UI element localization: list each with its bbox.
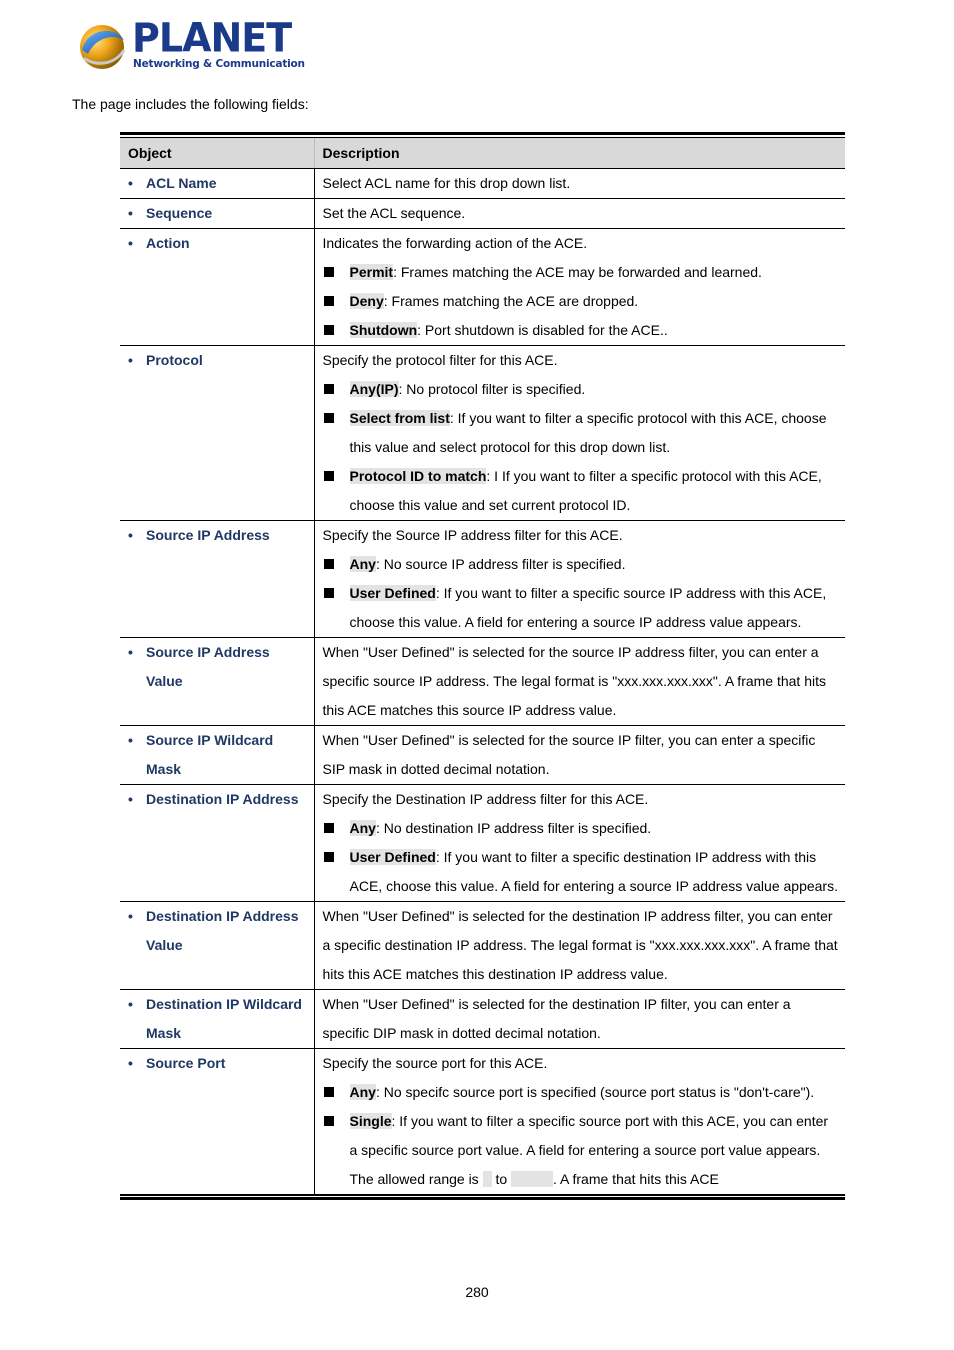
description-cell xyxy=(314,521,845,638)
bullet-icon: • xyxy=(128,644,133,660)
object-label: Sequence xyxy=(146,205,213,221)
option-text xyxy=(350,1107,840,1194)
square-bullet-icon xyxy=(323,375,350,404)
square-bullet-icon xyxy=(323,1078,350,1107)
description-text: Specify the protocol filter for this ACE. xyxy=(322,352,558,368)
description-text: Specify the Source IP address filter for this ACE. xyxy=(322,527,623,543)
description-cell xyxy=(314,229,845,346)
description-text: Select ACL name for this drop down list. xyxy=(322,175,571,191)
table-row xyxy=(120,902,845,990)
option-keyword: Any(IP) xyxy=(349,381,399,397)
option-item xyxy=(323,316,840,345)
object-cell xyxy=(120,902,314,990)
option-item xyxy=(323,550,840,579)
option-item xyxy=(323,1107,840,1194)
option-text xyxy=(350,287,639,316)
intro-text: The page includes the following fields: xyxy=(72,96,309,112)
option-text xyxy=(350,375,586,404)
option-keyword: Permit xyxy=(349,264,394,280)
bullet-icon: • xyxy=(128,235,133,251)
description-cell xyxy=(314,638,845,726)
option-text xyxy=(350,462,840,520)
description-cell xyxy=(314,169,845,199)
logo-tagline: Networking & Communication xyxy=(133,58,305,70)
option-item xyxy=(323,404,840,462)
bullet-icon: • xyxy=(128,996,133,1012)
object-name xyxy=(128,638,308,696)
square-bullet-icon xyxy=(323,579,350,637)
option-item xyxy=(323,843,840,901)
globe-icon xyxy=(76,20,128,72)
object-cell xyxy=(120,346,314,521)
header-description: Description xyxy=(314,138,845,169)
object-name xyxy=(128,229,308,258)
table-bottom-rule xyxy=(120,1197,845,1200)
table-row xyxy=(120,169,845,199)
description-cell xyxy=(314,726,845,785)
option-text xyxy=(350,404,840,462)
object-name xyxy=(128,169,308,198)
range-separator: to xyxy=(491,1171,512,1187)
object-name xyxy=(128,726,308,784)
object-label: Destination IP Address xyxy=(146,791,299,807)
description-text: When "User Defined" is selected for the source IP filter, you can enter a specific SIP mask in dotted decimal notation. xyxy=(322,732,816,777)
option-keyword: Shutdown xyxy=(349,322,418,338)
table-row xyxy=(120,990,845,1049)
option-description: : If you want to filter a specific protocol with this ACE, choose this value and select protocol for this drop down list. xyxy=(349,410,827,455)
bullet-icon: • xyxy=(128,175,133,191)
square-bullet-icon xyxy=(323,258,350,287)
range-min-blank xyxy=(483,1171,492,1187)
description-cell xyxy=(314,346,845,521)
square-bullet-icon xyxy=(323,404,350,462)
object-name xyxy=(128,346,308,375)
table-row xyxy=(120,726,845,785)
option-text xyxy=(350,316,668,345)
square-bullet-icon xyxy=(323,462,350,520)
object-name xyxy=(128,785,308,814)
square-bullet-icon xyxy=(323,316,350,345)
option-description: : If you want to filter a specific destination IP address with this ACE, choose this value. A field for entering a source IP address value appears. xyxy=(349,849,838,894)
object-label: Action xyxy=(146,235,190,251)
table-row xyxy=(120,638,845,726)
range-max-blank xyxy=(511,1171,553,1187)
description-cell xyxy=(314,902,845,990)
option-item xyxy=(323,462,840,520)
table-header-row xyxy=(120,138,845,169)
bullet-icon: • xyxy=(128,205,133,221)
option-keyword: Any xyxy=(349,1084,376,1100)
object-cell xyxy=(120,229,314,346)
option-text xyxy=(350,579,840,637)
option-item xyxy=(323,1078,840,1107)
bullet-icon: • xyxy=(128,527,133,543)
option-description: : No protocol filter is specified. xyxy=(398,381,586,397)
option-description: : If you want to filter a specific source IP address with this ACE, choose this value. A field for entering a source IP address value appears. xyxy=(349,585,827,630)
object-name xyxy=(128,521,308,550)
object-name xyxy=(128,1049,308,1078)
option-keyword: Deny xyxy=(349,293,384,309)
object-cell xyxy=(120,199,314,229)
option-description: : If you want to filter a specific source port with this ACE, you can enter a specific source port value. A field for entering a source port value appears. The allowed range is xyxy=(349,1113,829,1187)
option-keyword: Any xyxy=(349,820,376,836)
object-label: Destination IP Wildcard Mask xyxy=(146,996,302,1041)
description-cell xyxy=(314,785,845,902)
table-row xyxy=(120,346,845,521)
table-bottom-rule-thin xyxy=(120,1195,845,1196)
description-text: Indicates the forwarding action of the ACE. xyxy=(322,235,588,251)
range-tail-text: . A frame that hits this ACE xyxy=(553,1171,719,1187)
planet-logo xyxy=(76,14,305,74)
option-item xyxy=(323,579,840,637)
option-item xyxy=(323,814,840,843)
object-name xyxy=(128,199,308,228)
description-text: Set the ACL sequence. xyxy=(322,205,466,221)
description-cell xyxy=(314,199,845,229)
option-keyword: User Defined xyxy=(349,585,436,601)
square-bullet-icon xyxy=(323,843,350,901)
option-text xyxy=(350,258,762,287)
table-row xyxy=(120,521,845,638)
option-keyword: User Defined xyxy=(349,849,436,865)
option-description: : Port shutdown is disabled for the ACE.. xyxy=(417,322,668,338)
table-row xyxy=(120,1049,845,1195)
description-text: When "User Defined" is selected for the source IP address filter, you can enter a specific source IP address. The legal format is "xxx.xxx.xxx.xxx". A frame that hits this ACE matches this source IP address value. xyxy=(322,644,827,718)
object-cell xyxy=(120,785,314,902)
option-text xyxy=(350,550,626,579)
table-row xyxy=(120,785,845,902)
object-label: Source IP Address xyxy=(146,527,270,543)
option-keyword: Any xyxy=(349,556,376,572)
option-item xyxy=(323,375,840,404)
fields-table xyxy=(120,132,845,1200)
option-text xyxy=(350,814,652,843)
option-text xyxy=(350,843,840,901)
description-text: When "User Defined" is selected for the destination IP address filter, you can enter a specific destination IP address. The legal format is "xxx.xxx.xxx.xxx". A frame that hits this ACE matches this destination IP address value. xyxy=(322,908,838,982)
bullet-icon: • xyxy=(128,352,133,368)
description-text: Specify the Destination IP address filter for this ACE. xyxy=(322,791,649,807)
object-cell xyxy=(120,638,314,726)
option-description: : Frames matching the ACE may be forwarded and learned. xyxy=(393,264,762,280)
object-label: Source Port xyxy=(146,1055,226,1071)
description-text: Specify the source port for this ACE. xyxy=(322,1055,548,1071)
description-text: When "User Defined" is selected for the destination IP filter, you can enter a specific DIP mask in dotted decimal notation. xyxy=(322,996,791,1041)
option-keyword: Single xyxy=(349,1113,392,1129)
option-keyword: Protocol ID to match xyxy=(349,468,487,484)
object-label: ACL Name xyxy=(146,175,217,191)
object-cell xyxy=(120,726,314,785)
bullet-icon: • xyxy=(128,791,133,807)
logo-wordmark: PLANET xyxy=(132,14,292,62)
square-bullet-icon xyxy=(323,287,350,316)
header-object: Object xyxy=(120,138,314,169)
option-description: : No source IP address filter is specified. xyxy=(375,556,626,572)
object-name xyxy=(128,902,308,960)
object-label: Source IP Address Value xyxy=(146,644,270,689)
object-cell xyxy=(120,1049,314,1195)
bullet-icon: • xyxy=(128,732,133,748)
page-number: 280 xyxy=(465,1284,489,1300)
object-label: Destination IP Address Value xyxy=(146,908,299,953)
bullet-icon: • xyxy=(128,908,133,924)
square-bullet-icon xyxy=(323,814,350,843)
option-description: : No specifc source port is specified (source port status is "don't-care"). xyxy=(375,1084,815,1100)
bullet-icon: • xyxy=(128,1055,133,1071)
object-cell xyxy=(120,169,314,199)
object-cell xyxy=(120,521,314,638)
object-label: Source IP Wildcard Mask xyxy=(146,732,274,777)
option-description: : I If you want to filter a specific protocol with this ACE, choose this value and set current protocol ID. xyxy=(349,468,822,513)
square-bullet-icon xyxy=(323,550,350,579)
table-top-rule xyxy=(120,132,845,135)
option-description: : No destination IP address filter is specified. xyxy=(375,820,652,836)
option-item xyxy=(323,287,840,316)
object-name xyxy=(128,990,308,1048)
table-row xyxy=(120,199,845,229)
description-cell xyxy=(314,990,845,1049)
option-description: : Frames matching the ACE are dropped. xyxy=(383,293,639,309)
description-cell xyxy=(314,1049,845,1195)
object-cell xyxy=(120,990,314,1049)
option-text xyxy=(350,1078,815,1107)
object-label: Protocol xyxy=(146,352,203,368)
option-item xyxy=(323,258,840,287)
table-row xyxy=(120,229,845,346)
square-bullet-icon xyxy=(323,1107,350,1194)
option-keyword: Select from list xyxy=(349,410,450,426)
